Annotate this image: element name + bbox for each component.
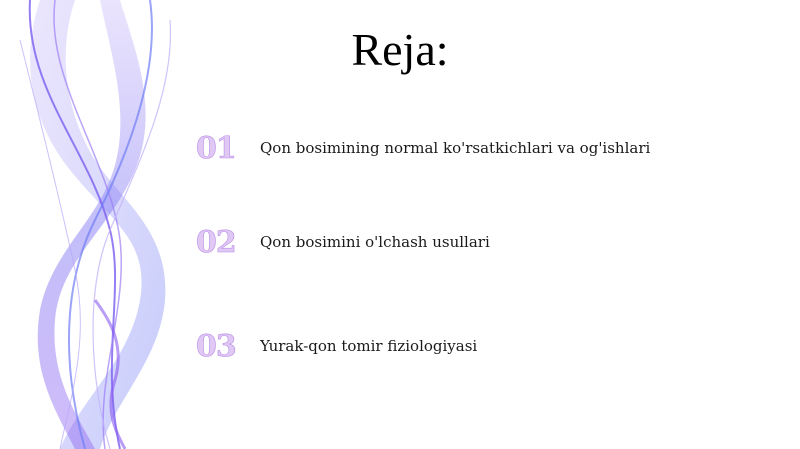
agenda-item-1 [196, 128, 776, 168]
agenda-text: Yurak-qon tomir fiziologiyasi [260, 337, 478, 355]
agenda-number: 03 [196, 328, 236, 364]
agenda-text: Qon bosimining normal ko'rsatkichlari va og'ishlari [260, 139, 651, 157]
slide-title: Reja: [351, 24, 449, 75]
agenda-number: 02 [196, 224, 236, 260]
smoke-ribbon-graphic [0, 0, 210, 449]
agenda-number: 01 [196, 130, 236, 166]
agenda-item-2 [196, 222, 776, 262]
agenda-text: Qon bosimini o'lchash usullari [260, 233, 490, 251]
agenda-item-3 [196, 326, 776, 366]
